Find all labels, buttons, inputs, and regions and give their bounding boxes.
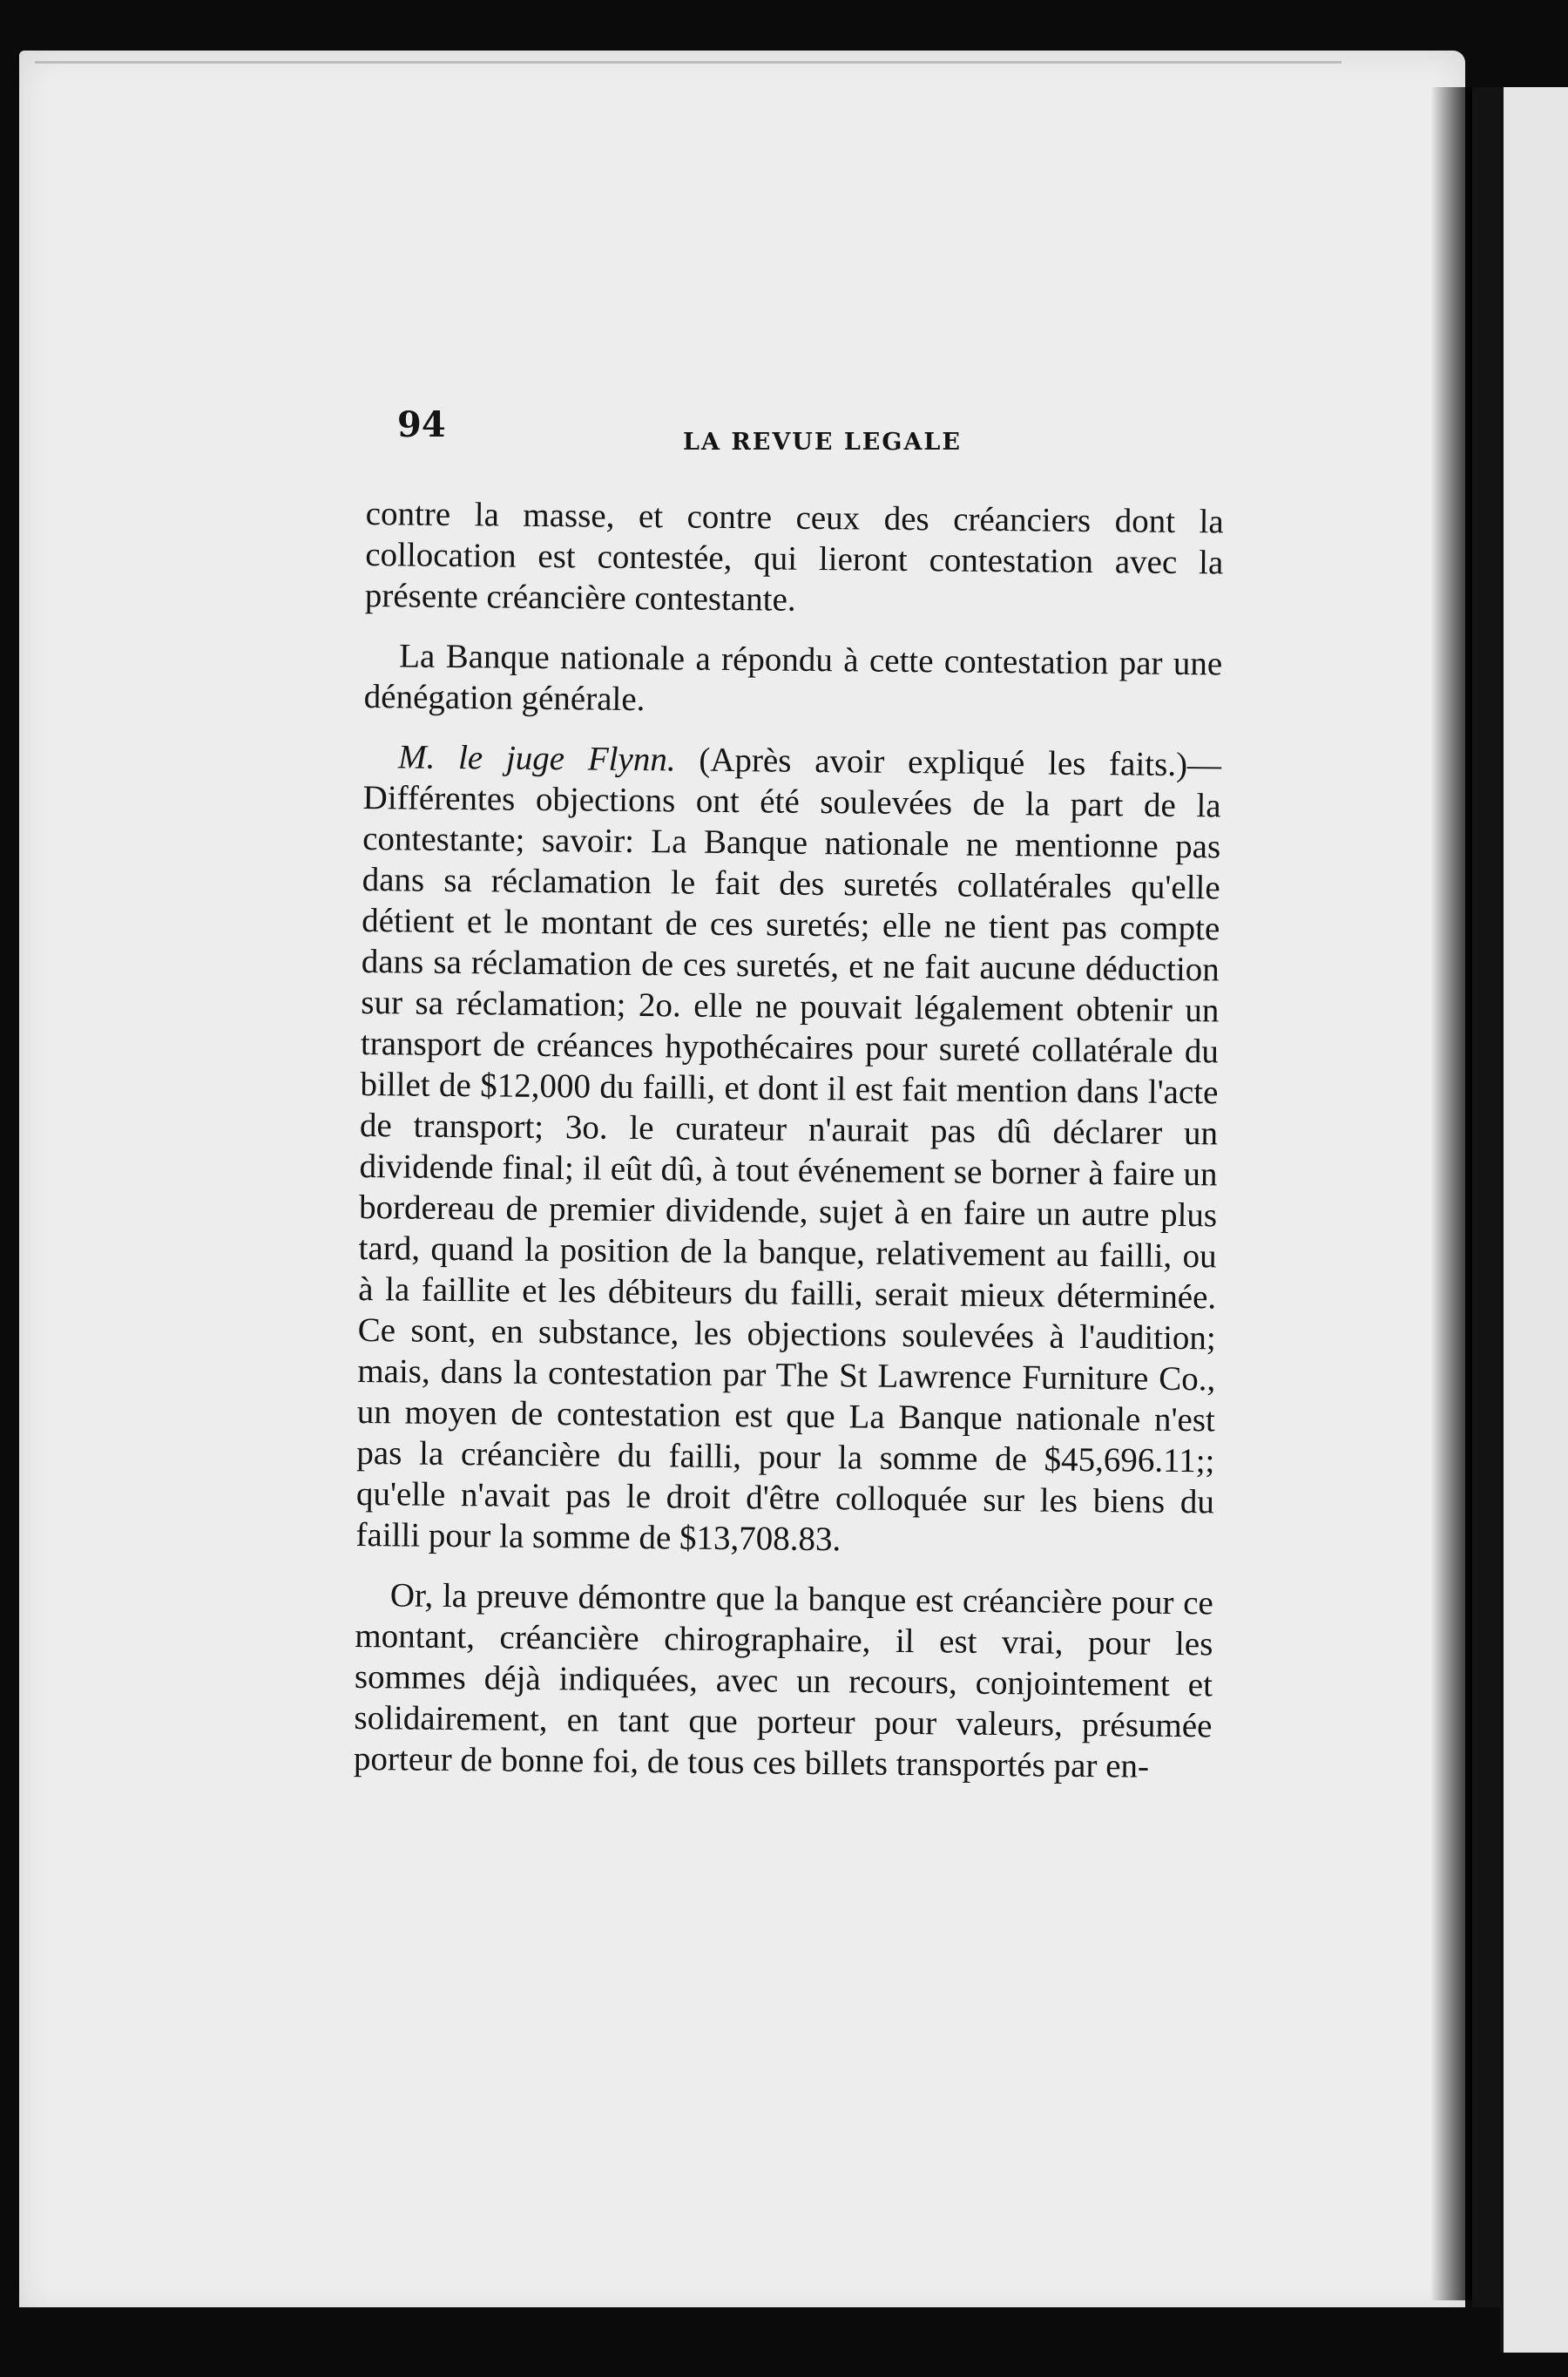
page-number: 94 [397, 404, 446, 445]
paragraph-3-text: (Après avoir expliqué les faits.)— Différentes objections ont été soulevées de la part de la contestante; savoir: La Banque nationale ne mentionne pas dans sa réclamation le fait des suretés collatérales qu'elle détient et le montant de ces suretés; elle ne tient pas compte dans sa réclamation de ces suretés, et ne fait aucune déduction sur sa réclamation; 2o. elle ne pouvait légalement obtenir un transport de créances hypothécaires pour sureté collatérale du billet de $12,000 du failli, et dont il est fait mention dans l'acte de transport; 3o. le curateur n'aurait pas dû déclarer un dividende final; il eût dû, à tout événement se borner à faire un bordereau de premier dividende, sujet à en faire un autre plus tard, quand la position de la banque, relativement au failli, ou à la faillite et les débiteurs du failli, serait mieux déterminée. Ce sont, en substance, les objections soulevées à l'audition; mais, dans la contestation par The St Lawrence Furniture Co., un moyen de contestation est que La Banque nationale n'est pas la créancière du failli, pour la somme de $45,696.11;; qu'elle n'avait pas le droit d'être colloquée sur les biens du failli pour la somme de $13,708.83. [355, 741, 1222, 1559]
paragraph-4: Or, la preuve démontre que la banque est créancière pour ce montant, créancière chirographaire, il est vrai, pour les sommes déjà indiquées, avec un recours, conjointement et solidairement, en tant que porteur pour valeurs, présumée porteur de bonne foi, de tous ces billets transportés par en- [353, 1576, 1214, 1785]
running-title: LA REVUE LEGALE [683, 429, 962, 456]
paragraph-3 [355, 736, 1221, 1563]
body-text [354, 493, 1224, 1806]
gutter-shadow [1430, 87, 1472, 2300]
page-top-edge [35, 61, 1342, 64]
facing-page-edge [1504, 87, 1568, 2353]
paragraph-1: contre la masse, et contre ceux des créanciers dont la collocation est contestée, qui lieront contestation avec la présente créancière contestante. [364, 494, 1224, 619]
binding-gutter [1472, 87, 1504, 2353]
judge-name: M. le juge Flynn. [397, 738, 676, 779]
paragraph-2: La Banque nationale a répondu à cette contestation par une dénégation générale. [363, 637, 1223, 719]
scan-bottom-border [19, 2307, 1500, 2377]
